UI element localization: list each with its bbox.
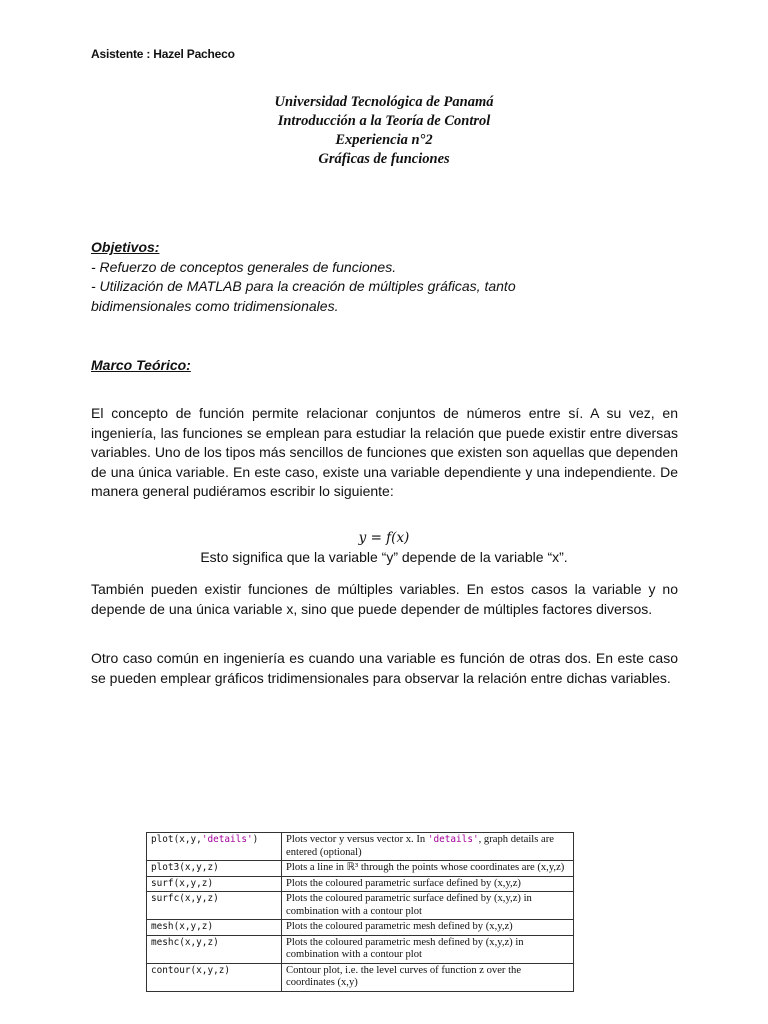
command-text: surf(x,y,z) (151, 877, 214, 889)
command-cell (147, 833, 282, 861)
matlab-commands-table (146, 832, 574, 992)
table-row (147, 892, 574, 920)
assistant-name: Asistente : Hazel Pacheco (91, 47, 235, 61)
command-text: plot(x,y, (151, 834, 202, 845)
command-cell (147, 920, 282, 936)
objectives-section (91, 238, 678, 316)
marco-teorico-title (91, 356, 678, 376)
course-name: Introducción a la Teoría de Control (277, 113, 491, 129)
table-row (147, 963, 574, 991)
objective-item-1: - Refuerzo de conceptos generales de funciones. (91, 258, 397, 275)
description-text: Plots the coloured parametric surface defined by (x,y,z) (286, 877, 521, 889)
command-cell (147, 963, 282, 991)
experience-number: Experiencia n°2 (335, 132, 433, 148)
command-cell (147, 935, 282, 963)
university-name: Universidad Tecnológica de Panamá (274, 94, 494, 110)
table-row (147, 876, 574, 892)
command-cell (147, 876, 282, 892)
command-cell (147, 861, 282, 877)
description-text: , graph details are entered (optional) (286, 834, 554, 858)
command-text: meshc(x,y,z) (151, 936, 219, 948)
description-text: Plots a line in ℝ³ through the points whose coordinates are (x,y,z) (286, 862, 565, 873)
formula: y = f(x) (358, 530, 410, 546)
marco-title-text: Marco Teórico: (91, 357, 191, 373)
description-cell (282, 833, 574, 861)
command-text: 'details' (201, 834, 253, 845)
command-text: plot3(x,y,z) (151, 862, 219, 873)
command-text: contour(x,y,z) (151, 964, 231, 976)
command-cell (147, 892, 282, 920)
paragraph-2: También pueden existir funciones de múltiples variables. En estos casos la variable y no depende de una única variable x, sino que puede depender de múltiples factores diversos. (91, 581, 678, 617)
document-heading (0, 93, 768, 169)
description-text: Plots the coloured parametric mesh defined by (x,y,z) in combination with a contour plot (286, 936, 524, 960)
command-text: surfc(x,y,z) (151, 893, 219, 904)
description-text: Contour plot, i.e. the level curves of function z over the coordinates (x,y) (286, 964, 522, 988)
description-cell (282, 876, 574, 892)
description-text: 'details' (427, 834, 479, 845)
description-text: Plots vector y versus vector x. In (286, 834, 428, 845)
command-text: mesh(x,y,z) (151, 921, 214, 932)
description-cell (282, 892, 574, 920)
description-text: Plots the coloured parametric mesh defined by (x,y,z) (286, 921, 513, 932)
description-cell (282, 935, 574, 963)
paragraph-3: Otro caso común en ingeniería es cuando una variable es función de otras dos. En este caso se pueden emplear gráficos tridimensionales para observar la relación entre dichas variables. (91, 650, 678, 686)
objective-item-2-line-1: - Utilización de MATLAB para la creación de múltiples gráficas, tanto (91, 278, 516, 294)
table-row (147, 920, 574, 936)
command-text: ) (252, 834, 259, 845)
objective-item-2-line-2: bidimensionales como tridimensionales. (91, 297, 339, 314)
formula-caption: Esto significa que la variable “y” depende de la variable “x”. (200, 549, 568, 565)
description-cell (282, 861, 574, 877)
description-text: Plots the coloured parametric surface defined by (x,y,z) in combination with a contour plot (286, 893, 532, 917)
table-row (147, 833, 574, 861)
table-row (147, 935, 574, 963)
description-cell (282, 920, 574, 936)
topic-title: Gráficas de funciones (318, 151, 450, 167)
description-cell (282, 963, 574, 991)
paragraph-1: El concepto de función permite relacionar conjuntos de números entre sí. A su vez, en ingeniería, las funciones se emplean para estudiar la relación que puede existir entre diversas variables. Uno de los tipos más sencillos de funciones que existen son aquellas que dependen de una única variable. En este caso, existe una variable dependiente y una independiente. De manera general pudiéramos escribir lo siguiente: (91, 405, 678, 499)
objectives-title: Objetivos: (91, 239, 160, 255)
table-row (147, 861, 574, 877)
